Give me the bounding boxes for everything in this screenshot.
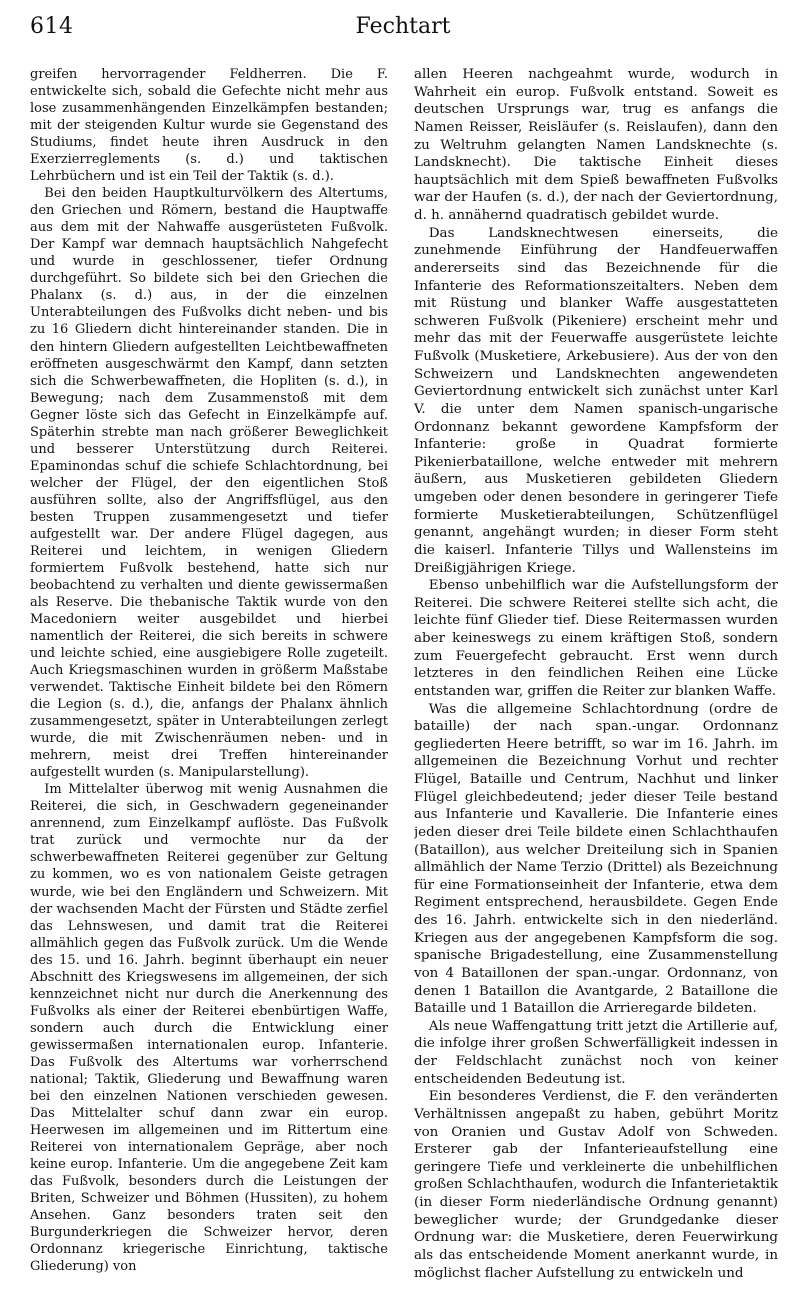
right-column	[414, 66, 778, 1296]
paragraph: Als neue Waffengattung tritt jetzt die Artillerie auf, die infolge ihrer großen Schwerfälligkeit indessen in der Feldschlacht zunächst noch von keiner entscheidenden Bedeutung ist.	[414, 1018, 778, 1087]
paragraph: Was die allgemeine Schlachtordnung (ordre de bataille) der nach span.-ungar. Ordonnanz gegliederten Heere betrifft, so war im 16. Jahrh. im allgemeinen die Bezeichnung Vorhut und rechter Flügel, Bataille und Centrum, Nachhut und linker Flügel gleichbedeutend; jeder dieser Teile bestand aus Infanterie und Kavallerie. Die Infanterie eines jeden dieser drei Teile bildete einen Schlachthaufen (Bataillon), aus welcher Dreiteilung sich in Spanien allmählich der Name Terzio (Drittel) als Bezeichnung für eine Formationseinheit der Infanterie, etwa dem Regiment entsprechend, herausbildete. Gegen Ende des 16. Jahrh. entwickelte sich in den niederländ. Kriegen aus der angegebenen Kampfsform die sog. spanische Brigadestellung, eine Zusammenstellung von 4 Bataillonen der span.-ungar. Ordonnanz, von denen 1 Bataillon die Avantgarde, 2 Bataillone die Bataille und 1 Bataillon die Arrieregarde bildeten.	[414, 701, 778, 1017]
paragraph: allen Heeren nachgeahmt wurde, wodurch in Wahrheit ein europ. Fußvolk entstand. Soweit es deutschen Ursprungs war, trug es anfangs die Namen Reisser, Reisläufer (s. Reislaufen), dann den zu Weltruhm gelangten Namen Landsknechte (s. Landsknecht). Die taktische Einheit dieses hauptsächlich mit dem Spieß bewaffneten Fußvolks war der Haufen (s. d.), der nach der Geviertordnung, d. h. annähernd quadratisch gebildet wurde.	[414, 67, 778, 223]
left-column	[30, 66, 388, 1296]
paragraph: Ein besonderes Verdienst, die F. den veränderten Verhältnissen angepaßt zu haben, gebührt Moritz von Oranien und Gustav Adolf von Schweden. Ersterer gab der Infanterieaufstellung eine geringere Tiefe und verkleinerte die unbehilflichen großen Schlachthaufen, wodurch die Infanterietaktik (in dieser Form niederländische Ordnung genannt) beweglicher wurde; der Grundgedanke dieser Ordnung war: die Musketiere, deren Feuerwirkung als das entscheidende Moment anerkannt wurde, in möglichst flacher Aufstellung zu entwickeln und	[414, 1089, 778, 1281]
paragraph: Das Landsknechtwesen einerseits, die zunehmende Einführung der Handfeuerwaffen andererseits sind das Bezeichnende für die Infanterie des Reformationszeitalters. Neben dem mit Rüstung und blanker Waffe ausgestatteten schweren Fußvolk (Pikeniere) erscheint mehr und mehr das mit der Feuerwaffe ausgerüstete leichte Fußvolk (Musketiere, Arkebusiere). Aus der von den Schweizern und Landsknechten angewendeten Geviertordnung entwickelt sich zunächst unter Karl V. die unter dem Namen spanisch-ungarische Ordonnanz bekannt gewordene Kampfsform der Infanterie: große in Quadrat formierte Pikenierbataillone, welche entweder mit mehrern äußern, aus Musketieren gebildeten Gliedern umgeben oder denen besondere in geringerer Tiefe formierte Musketierabteilungen, Schützenflügel genannt, angehängt wurden; in dieser Form steht die kaiserl. Infanterie Tillys und Wallensteins im Dreißigjährigen Kriege.	[414, 225, 778, 576]
paragraph: greifen hervorragender Feldherren. Die F. entwickelte sich, sobald die Gefechte nicht mehr aus lose zusammenhängenden Einzelkämpfen bestanden; mit der steigenden Kultur wurde sie Gegenstand des Studiums, findet heute ihren Ausdruck in den Exerzierreglements (s. d.) und taktischen Lehrbüchern und ist ein Teil der Taktik (s. d.).	[30, 67, 388, 185]
running-head: Fechtart	[355, 14, 451, 39]
paragraph: Bei den beiden Hauptkulturvölkern des Altertums, den Griechen und Römern, bestand die Hauptwaffe aus dem mit der Nahwaffe ausgerüsteten Fußvolk. Der Kampf war demnach hauptsächlich Nahgefecht und wurde in geschlossener, tiefer Ordnung durchgeführt. So bildete sich bei den Griechen die Phalanx (s. d.) aus, in der die einzelnen Unterabteilungen des Fußvolks dicht neben- und bis zu 16 Gliedern dicht hintereinander standen. Die in den hintern Gliedern aufgestellten Leichtbewaffneten eröffneten ausgeschwärmt den Kampf, dann setzten sich die Schwerbewaffneten, die Hopliten (s. d.), in Bewegung; nach dem Zusammenstoß mit dem Gegner löste sich das Gefecht in Einzelkämpfe auf. Späterhin strebte man nach größerer Beweglichkeit und besserer Unterstützung durch Reiterei. Epaminondas schuf die schiefe Schlachtordnung, bei welcher der Flügel, der den eigentlichen Stoß ausführen sollte, also der Angriffsflügel, aus den besten Truppen zusammengesetzt und tiefer aufgestellt war. Der andere Flügel dagegen, aus Reiterei und leichtem, in wenigen Gliedern formiertem Fußvolk bestehend, hatte sich nur beobachtend zu verhalten und diente gewissermaßen als Reserve. Die thebanische Taktik wurde von den Macedoniern weiter ausgebildet und hierbei namentlich der Reiterei, die sich bereits in schwere und leichte schied, eine ausgiebigere Rolle zugeteilt. Auch Kriegsmaschinen wurden in größerm Maßstabe verwendet. Taktische Einheit bildete bei den Römern die Legion (s. d.), die, anfangs der Phalanx ähnlich zusammengesetzt, später in Unterabteilungen zerlegt wurde, die mit Zwischenräumen neben- und in mehrern, meist drei Treffen hintereinander aufgestellt wurden (s. Manipularstellung).	[30, 186, 388, 781]
paragraph: Im Mittelalter überwog mit wenig Ausnahmen die Reiterei, die sich, in Geschwadern gegeneinander anrennend, zum Einzelkampf auflöste. Das Fußvolk trat zurück und vermochte nur da der schwerbewaffneten Reiterei gegenüber zur Geltung zu kommen, wo es von nationalem Geiste getragen wurde, wie bei den Engländern und Schweizern. Mit der wachsenden Macht der Fürsten und Städte zerfiel das Lehnswesen, und damit trat die Reiterei allmählich gegen das Fußvolk zurück. Um die Wende des 15. und 16. Jahrh. beginnt überhaupt ein neuer Abschnitt des Kriegswesens im allgemeinen, der sich kennzeichnet nicht nur durch die Anerkennung des Fußvolks als einer der Reiterei ebenbürtigen Waffe, sondern auch durch die Entwicklung einer gewissermaßen internationalen europ. Infanterie. Das Fußvolk des Altertums war vorherrschend national; Taktik, Gliederung und Bewaffnung waren bei den einzelnen Nationen verschieden gewesen. Das Mittelalter schuf dann zwar ein europ. Heerwesen im allgemeinen und im Rittertum eine Reiterei von internationalem Gepräge, aber noch keine europ. Infanterie. Um die angegebene Zeit kam das Fußvolk, besonders durch die Leistungen der Briten, Schweizer und Böhmen (Hussiten), zu hohem Ansehen. Ganz besonders traten seit den Burgunderkriegen die Schweizer hervor, deren Ordonnanz kriegerische Einrichtung, taktische Gliederung) von	[30, 782, 388, 1275]
page-number: 614	[30, 14, 74, 39]
page-header	[30, 10, 776, 50]
paragraph: Ebenso unbehilflich war die Aufstellungsform der Reiterei. Die schwere Reiterei stellte sich acht, die leichte fünf Glieder tief. Diese Reitermassen wurden aber keineswegs zu einem kräftigen Stoß, sondern zum Feuergefecht gebraucht. Erst wenn durch letzteres in den feindlichen Reihen eine Lücke entstanden war, griffen die Reiter zur blanken Waffe.	[414, 578, 778, 699]
